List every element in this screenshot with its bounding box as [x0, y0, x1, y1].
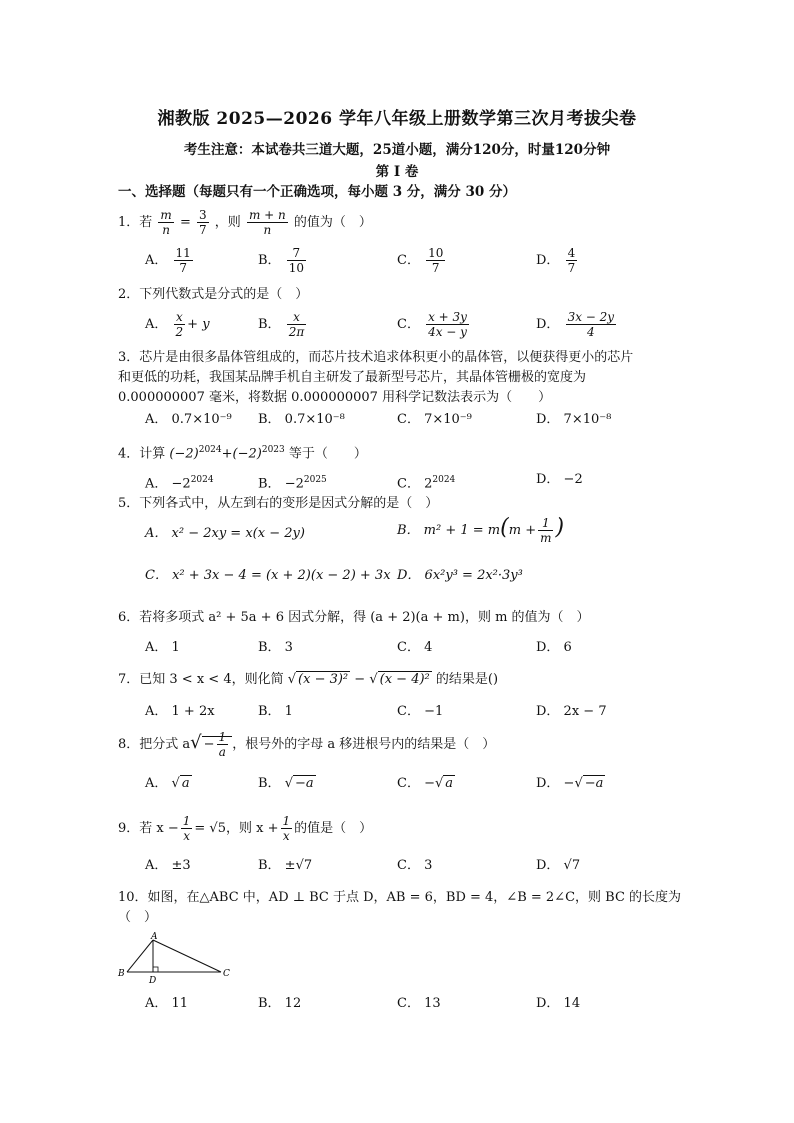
volume-label: 第 I 卷	[375, 164, 419, 180]
figure-label-d: D	[149, 976, 157, 985]
question-7: 7．已知 3 < x < 4，则化简 √ (x − 3)² − √ (x − 4)² 的结果是()	[118, 672, 499, 687]
question-4: 4．计算 $(-2)^{2024}+(-2)^{2023}$ 等于（ ）	[118, 445, 367, 462]
q10-option-d[interactable]: D． 14	[536, 996, 581, 1011]
question-9: 9．若 x − $\frac{1}{x}$ = √5，则 x + $\frac{1}{x}$ 的值是（ ）	[118, 814, 373, 843]
q10-option-c[interactable]: C． 13	[397, 996, 441, 1011]
q1-option-d[interactable]: D． $\frac{4}{7}$	[536, 246, 576, 275]
q5-option-d[interactable]: D． 6x²y³ = 2x²·3y³	[397, 568, 523, 583]
q1-stem: 1．若	[118, 215, 153, 230]
q6-option-b[interactable]: B． 3	[258, 640, 293, 655]
q3-option-a[interactable]: A． 0.7×10⁻⁹	[145, 412, 232, 427]
q6-option-a[interactable]: A． 1	[145, 640, 180, 655]
figure-label-c: C	[223, 969, 230, 979]
q10-option-b[interactable]: B． 12	[258, 996, 302, 1011]
q3-option-b[interactable]: B． 0.7×10⁻⁸	[258, 412, 345, 427]
q5-option-a[interactable]: A． x² − 2xy = x(x − 2y)	[145, 526, 305, 541]
q1-frac-target: $\frac{m + n}{n}$	[248, 208, 286, 237]
q8-option-b[interactable]: B． √ −a	[258, 776, 314, 791]
q7-option-b[interactable]: B． 1	[258, 704, 293, 719]
q1-frac-37: $\frac{3}{7}$	[199, 208, 207, 237]
question-6: 6．若将多项式 a² + 5a + 6 因式分解，得 (a + 2)(a + m)，则 m 的值为（ ）	[118, 610, 590, 625]
q2-option-c[interactable]: C． $\frac{x + 3y}{4x - y}$	[397, 310, 467, 339]
q8-option-a[interactable]: A． √ a	[145, 776, 190, 791]
section-heading: 一、选择题（每题只有一个正确选项，每小题 3 分，满分 30 分）	[118, 184, 516, 200]
q5-option-b[interactable]: B． m² + 1 = m(m + $\frac{1}{m}$ )	[397, 515, 565, 545]
q9-option-a[interactable]: A． ±3	[145, 858, 191, 873]
exam-notice: 考生注意：本试卷共三道大题，25道小题，满分120分，时量120分钟	[183, 142, 611, 158]
q4-option-b[interactable]: B． $-2^{2025}$	[258, 475, 327, 492]
q7-option-c[interactable]: C． −1	[397, 704, 444, 719]
question-8: 8．把分式 a√ − $\frac{1}{a}$ ，根号外的字母 a 移进根号内的结果是（ ）	[118, 730, 496, 759]
question-5: 5．下列各式中，从左到右的变形是因式分解的是（ ）	[118, 496, 439, 511]
q1-option-b[interactable]: B． $\frac{7}{10}$	[258, 246, 304, 275]
q7-option-a[interactable]: A． 1 + 2x	[145, 704, 215, 719]
question-2: 2．下列代数式是分式的是（ ）	[118, 287, 309, 302]
q8-option-d[interactable]: D． −√ −a	[536, 776, 604, 791]
q9-option-b[interactable]: B． ±√7	[258, 858, 313, 873]
figure-label-b: B	[118, 969, 125, 979]
question-3-line-3: 0.000000007 毫米，将数据 0.000000007 用科学记数法表示为（ ）	[118, 390, 552, 405]
q8-option-c[interactable]: C． −√ a	[397, 776, 454, 791]
q1-option-c[interactable]: C． $\frac{10}{7}$	[397, 246, 444, 275]
question-3-line-1: 3．芯片是由很多晶体管组成的，而芯片技术追求体积更小的晶体管，以便获得更小的芯片	[118, 350, 634, 365]
triangle-figure	[115, 930, 240, 985]
q6-option-d[interactable]: D． 6	[536, 640, 572, 655]
q3-option-d[interactable]: D． 7×10⁻⁸	[536, 412, 612, 427]
q1-frac-mn: $\frac{m}{n}$	[160, 208, 172, 237]
q7-root-2: (x − 4)²	[379, 672, 430, 687]
q9-option-d[interactable]: D． √7	[536, 858, 581, 873]
q1-option-a[interactable]: A． $\frac{11}{7}$	[145, 246, 191, 275]
q4-option-a[interactable]: A． $-2^{2024}$	[145, 475, 214, 492]
question-10-line-2: （ ）	[118, 910, 158, 925]
exam-title: 湘教版 2025—2026 学年八年级上册数学第三次月考拔尖卷	[157, 109, 637, 129]
q4-option-d[interactable]: D． −2	[536, 472, 583, 487]
q2-option-b[interactable]: B． $\frac{x}{2\pi}$	[258, 310, 305, 339]
question-10-line-1: 10．如图，在△ABC 中，AD ⊥ BC 于点 D，AB = 6，BD = 4，∠B = 2∠C，则 BC 的长度为	[118, 890, 682, 905]
question-3-line-2: 和更低的功耗，我国某品牌手机自主研发了最新型号芯片，其晶体管栅极的宽度为	[118, 370, 587, 385]
q2-option-a[interactable]: A． $\frac{x}{2}$ + y	[145, 310, 210, 339]
q3-option-c[interactable]: C． 7×10⁻⁹	[397, 412, 472, 427]
q2-option-d[interactable]: D． $\frac{3x - 2y}{4}$	[536, 310, 615, 339]
q6-option-c[interactable]: C． 4	[397, 640, 433, 655]
q10-option-a[interactable]: A． 11	[145, 996, 189, 1011]
q7-option-d[interactable]: D． 2x − 7	[536, 704, 607, 719]
q7-root-1: (x − 3)²	[298, 672, 349, 687]
q5-option-c[interactable]: C． x² + 3x − 4 = (x + 2)(x − 2) + 3x	[145, 568, 391, 583]
q4-option-c[interactable]: C． $2^{2024}$	[397, 475, 456, 492]
question-1: 1．若 $\frac{m}{n}$ = $\frac{3}{7}$ ，则 $\frac{m + n}{n}$ 的值为（ ）	[118, 208, 372, 237]
figure-label-a: A	[151, 932, 158, 942]
q9-option-c[interactable]: C． 3	[397, 858, 433, 873]
